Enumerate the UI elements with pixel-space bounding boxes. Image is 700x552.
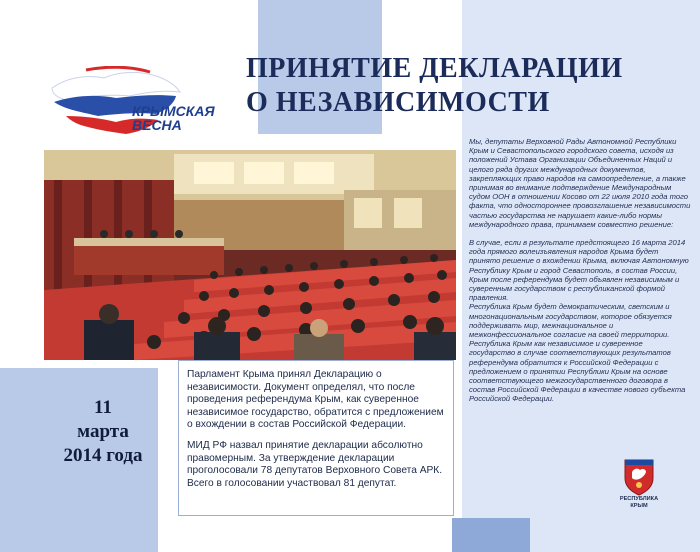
- logo-text-line1: КРЫМСКАЯ: [132, 103, 215, 119]
- logo-text: [132, 104, 215, 132]
- event-date-year: 2014 года: [63, 445, 143, 466]
- logo-text-line2: ВЕСНА: [132, 117, 182, 133]
- declaration-paragraph: Республика Крым будет демократическим, светским и многонациональным государством, которое обязуется поддерживать мир, межнациональное и межконфессиональное согласие на своей территории.: [469, 302, 672, 340]
- emblem-label: [610, 496, 668, 509]
- page-title: [246, 52, 646, 120]
- event-date-day: 11: [94, 397, 112, 418]
- caption-paragraph: МИД РФ назвал принятие декларации абсолютно правомерным. За утверждение декларации проголосовали 78 депутатов Верховного Совета АРК. Всего в голосовании участвовал 81 депутат.: [187, 439, 443, 489]
- declaration-text: [469, 137, 691, 404]
- emblem-label-line2: КРЫМ: [630, 502, 648, 509]
- declaration-paragraph: Республика Крым как независимое и суверенное государство в случае соответствующих результатов референдума обратится к Российской Федерации с предложением о принятии Республики Крым на основе соответствующего межгосударственного договора в состав Российской Федерации в качестве нового субъекта Российской Федерации.: [469, 339, 686, 404]
- parliament-hall-photo: [44, 150, 456, 360]
- event-date: [38, 396, 168, 468]
- crimea-coat-of-arms-icon: [622, 456, 656, 496]
- caption-box: [178, 360, 454, 516]
- page-title-line2: О НЕЗАВИСИМОСТИ: [246, 87, 550, 118]
- page-title-line1: ПРИНЯТИЕ ДЕКЛАРАЦИИ: [246, 53, 623, 84]
- declaration-paragraph: Мы, депутаты Верховной Рады Автономной Республики Крым и Севастопольского городского совета, исходя из положений Устава Организации Объединенных Наций и целого ряда других международных документов, закрепляющих право народов на самоопределение, а также принимая во внимание подтверждение Международным судом ООН в отношении Косово от 22 июля 2010 года того факта, что одностороннее провозглашение независимости частью государства не нарушает какие-либо нормы международного права, принимаем совместно решение:: [469, 137, 691, 229]
- decorative-bottom-block: [452, 518, 530, 552]
- caption-paragraph: Парламент Крыма принял Декларацию о независимости. Документ определял, что после проведения референдума Крым, как суверенное независимое государство, обратится с предложением о вхождении в состав Российской Федерации.: [187, 369, 444, 431]
- declaration-paragraph: В случае, если в результате предстоящего 16 марта 2014 года прямого волеизъявления народов Крыма будет принято решение о вхождении Крыма, включая Автономную Республику Крым и город Севастополь, в состав России, Крым после референдума будет объявлен независимым и суверенным государством с республиканской формой правления.: [469, 238, 689, 303]
- event-date-month: марта: [77, 421, 129, 442]
- emblem-label-line1: РЕСПУБЛИКА: [619, 496, 659, 502]
